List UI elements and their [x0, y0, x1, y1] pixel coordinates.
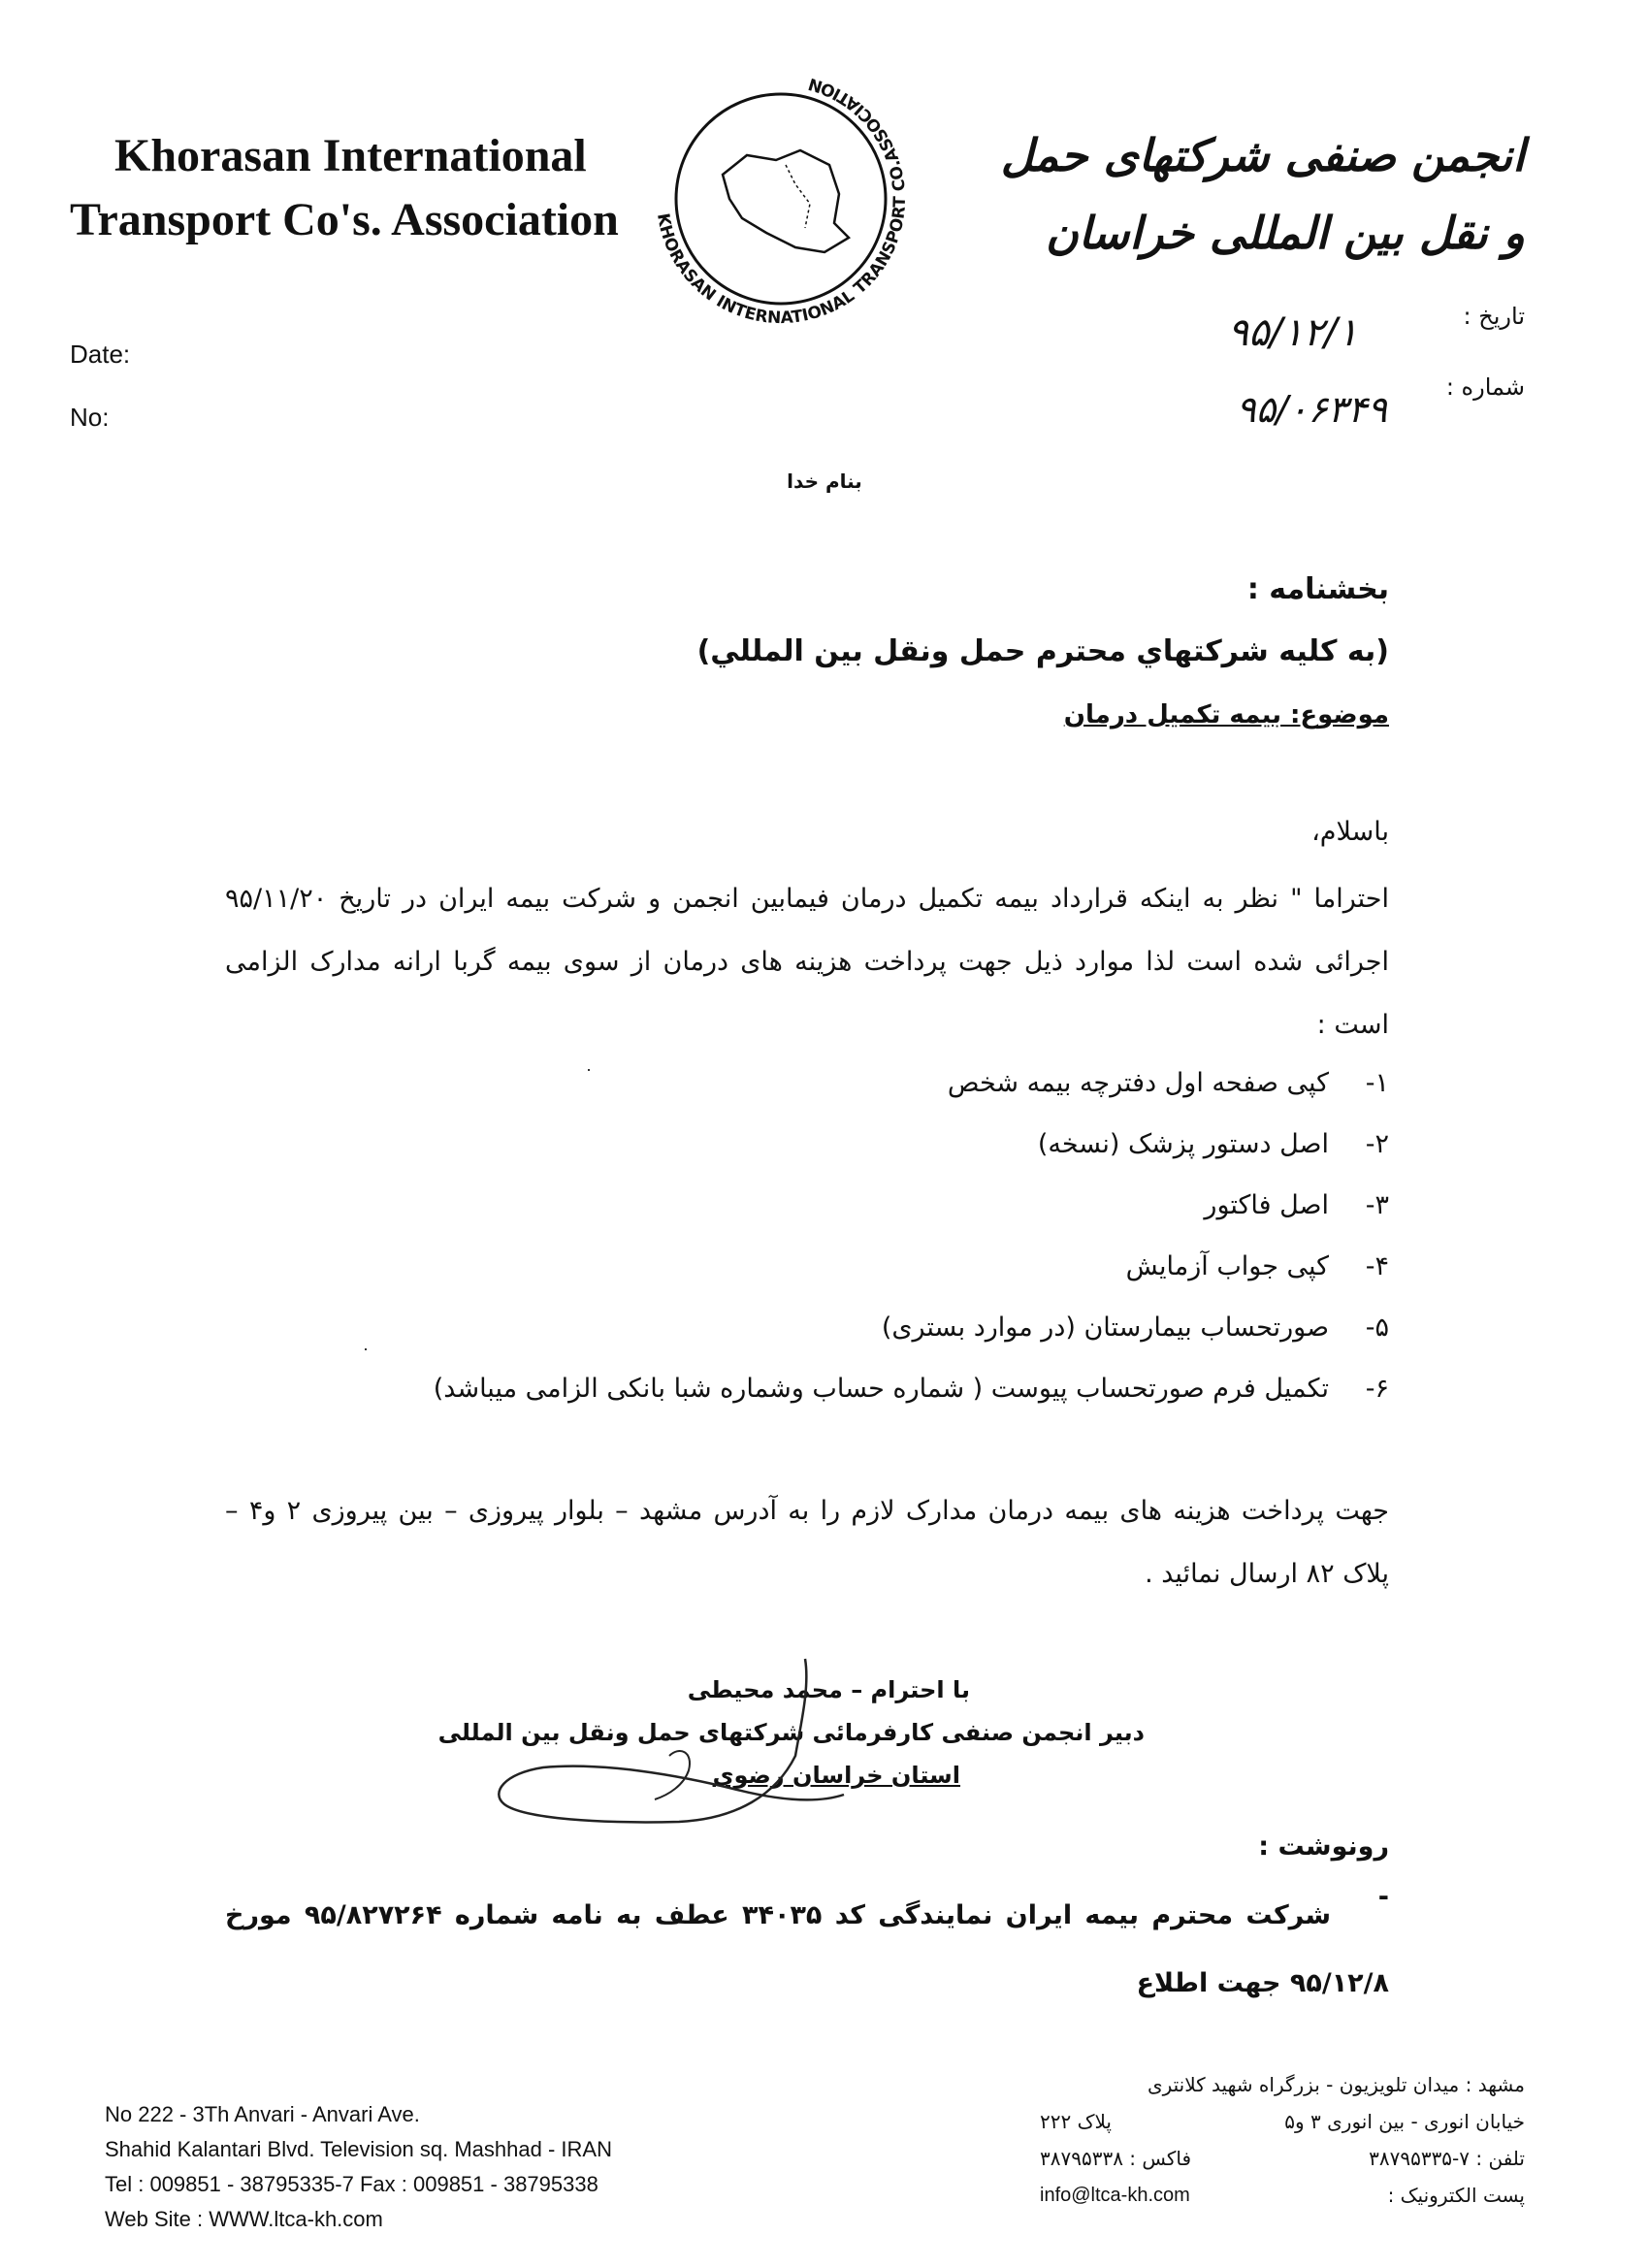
no-label-en: No:	[70, 403, 110, 432]
stray-mark	[588, 1069, 590, 1071]
signature-title: دبیر انجمن صنفی کارفرمائی شرکتهای حمل ونقل بین المللی	[437, 1719, 1145, 1746]
cc-title: رونوشت :	[1258, 1831, 1389, 1862]
org-name-en-line2: Transport Co's. Association	[70, 194, 619, 245]
list-item-text: تکمیل فرم صورتحساب پیوست ( شماره حساب وشماره شبا بانکی الزامی میباشد)	[433, 1374, 1329, 1404]
footer-address-en	[105, 2097, 612, 2237]
list-item-text: صورتحساب بیمارستان (در موارد بستری)	[881, 1312, 1329, 1343]
org-name-en	[70, 124, 652, 252]
greeting: باسلام،	[1311, 817, 1389, 847]
list-item-number: ۲-	[1365, 1129, 1389, 1159]
list-item	[128, 1053, 1389, 1114]
date-label-en: Date:	[70, 340, 131, 369]
footer-en-line: Shahid Kalantari Blvd. Television sq. Mashhad - IRAN	[105, 2137, 612, 2161]
list-item-text: کپی جواب آزمایش	[1125, 1251, 1329, 1281]
org-name-fa: انجمن صنفی شرکتهای حمل و نقل بین المللی خراسان	[1000, 129, 1525, 259]
list-item-text: اصل دستور پزشک (نسخه)	[1037, 1129, 1329, 1159]
basmala-heading: بنام خدا	[787, 470, 862, 493]
list-item-number: ۳-	[1365, 1190, 1389, 1220]
list-item-number: ۶-	[1365, 1374, 1389, 1404]
footer-fa-fax: فاکس : ۳۸۷۹۵۳۳۸	[1040, 2147, 1192, 2170]
footer-fa-address1: مشهد : میدان تلویزیون - بزرگراه شهید کلانتری	[1147, 2073, 1525, 2096]
footer-fa-email-label: پست الکترونیک :	[1387, 2184, 1525, 2207]
list-item-text: اصل فاکتور	[1204, 1190, 1329, 1220]
date-value-handwritten: ۹۵/۱۲/۱	[1227, 310, 1358, 355]
letter-number-handwritten: ۹۵/۰۶۳۴۹	[1236, 388, 1387, 431]
list-item	[128, 1114, 1389, 1175]
list-item	[128, 1236, 1389, 1297]
footer-address-fa	[982, 2066, 1525, 2214]
circular-title: بخشنامه :	[1246, 572, 1389, 606]
list-item	[128, 1297, 1389, 1358]
stray-mark	[365, 1348, 367, 1350]
submission-paragraph: جهت پرداخت هزینه های بیمه درمان مدارک لازم را به آدرس مشهد – بلوار پیروزی – بین پیروزی ۲ و۴ – پلاک ۸۲ ارسال نمائید .	[225, 1496, 1389, 1589]
subject-line: موضوع: بیمه تکمیل درمان	[1063, 700, 1389, 729]
list-item-number: ۵-	[1365, 1312, 1389, 1343]
cc-bullet: -	[1377, 1882, 1389, 1912]
seal-text-en: KHORASAN INTERNATIONAL TRANSPORT CO.ASSOCIATION	[652, 73, 911, 329]
handwritten-signature	[485, 1649, 854, 1833]
list-item	[128, 1358, 1389, 1419]
list-item-number: ۴-	[1365, 1251, 1389, 1281]
footer-fa-address2: خیابان انوری - بین انوری ۳ و۵	[1284, 2110, 1525, 2133]
footer-en-line: No 222 - 3Th Anvari - Anvari Ave.	[105, 2102, 420, 2126]
intro-paragraph: احتراما " نظر به اینکه قرارداد بیمه تکمیل درمان فیمابین انجمن و شرکت بیمه ایران در تاریخ ۹۵/۱۱/۲۰ اجرائی شده است لذا موارد ذیل جهت پرداخت هزینه های درمان از سوی بیمه گربا ارانه مدارک الزامی است :	[225, 884, 1389, 1040]
footer-en-line: Tel : 009851 - 38795335-7 Fax : 009851 - 38795338	[105, 2172, 598, 2196]
footer-fa-plaque: پلاک ۲۲۲	[1040, 2110, 1112, 2133]
list-item-number: ۱-	[1365, 1068, 1389, 1098]
signature-province: استان خراسان رضوی	[712, 1762, 960, 1789]
cc-body: شرکت محترم بیمه ایران نمایندگی کد ۳۴۰۳۵ عطف به نامه شماره ۹۵/۸۲۷۲۶۴ مورخ ۹۵/۱۲/۸ جهت اطلاع	[225, 1900, 1389, 1998]
footer-fa-phone: تلفن : ۷-۳۸۷۹۵۳۳۵	[1369, 2147, 1525, 2170]
list-item	[128, 1175, 1389, 1236]
list-item-text: کپی صفحه اول دفترچه بیمه شخص	[947, 1068, 1329, 1098]
no-label-fa: شماره :	[1445, 373, 1525, 401]
svg-text:KHORASAN INTERNATIONAL TRANSPO	[653, 74, 910, 328]
signature-name: با احترام – محمد محیطی	[687, 1676, 970, 1703]
required-documents-list	[128, 1053, 1389, 1419]
date-label-fa: تاریخ :	[1463, 303, 1525, 330]
association-seal-logo	[640, 58, 922, 340]
footer-email: info@ltca-kh.com	[1040, 2185, 1190, 2206]
org-name-en-line1: Khorasan International	[114, 130, 587, 181]
recipients-line: (به کلیه شرکتهاي محترم حمل ونقل بین المللي)	[696, 634, 1389, 668]
footer-en-line: Web Site : WWW.ltca-kh.com	[105, 2207, 383, 2231]
iran-map-icon	[723, 150, 849, 252]
